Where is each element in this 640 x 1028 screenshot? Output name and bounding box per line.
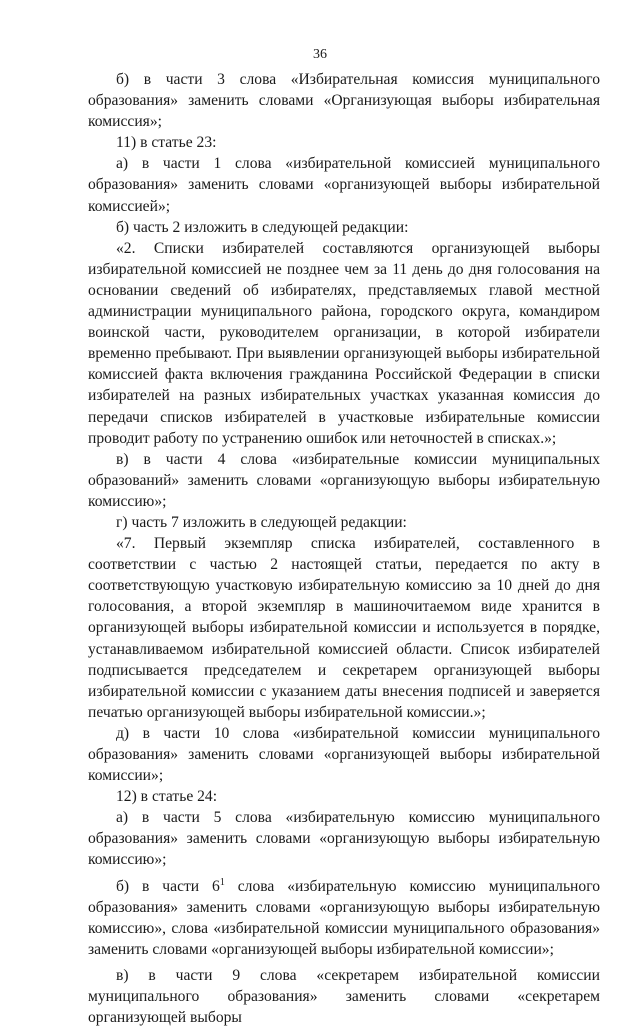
paragraph: 11) в статье 23: (116, 134, 217, 152)
paragraph: а) в части 5 слова «избирательную комиссию муниципального образования» заменить словами «организующую выборы избирательную комиссию»; (88, 809, 600, 869)
paragraph: д) в части 10 слова «избирательной комиссии муниципального образования» заменить словами «организующей выборы избирательной комиссии»; (88, 724, 600, 785)
page-number: 36 (313, 47, 327, 62)
paragraph: б) в части 3 слова «Избирательная комиссия муниципального образования» заменить словами «Организующая выборы избирательная комиссия»; (88, 71, 600, 131)
paragraph: «2. Списки избирателей составляются организующей выборы избирательной комиссией не позднее чем за 11 день до дня голосования на основании сведений об избирателях, представляемых главой местной администрации муниципального района, городского округа, командиром воинской части, руководителем организации, в которой избиратели временно пребывают. При выявлении организующей выборы избирательной комиссией факта включения гражданина Российской Федерации в списки избирателей на разных избирательных участках указанная комиссия до передачи списков избирателей в участковые избирательные комиссии проводит работу по устранению ошибок или неточностей в списках.»; (88, 239, 600, 447)
paragraph: в) в части 4 слова «избирательные комиссии муниципальных образований» заменить словами «организующую выборы избирательную комиссию»; (88, 450, 600, 510)
paragraph-text: слова «избирательную комиссию муниципального образования» заменить словами «организующую выборы избирательную комиссию», слова «избирательной комиссии муниципального образования» заменить словами «организующей выборы избирательной комиссии»; (88, 877, 600, 958)
paragraph: г) часть 7 изложить в следующей редакции: (116, 513, 407, 531)
paragraph-text: б) в части 6 (116, 877, 220, 895)
paragraph: в) в части 9 слова «секретарем избирательной комиссии муниципального образования» заменить словами «секретарем организующей выборы (88, 966, 600, 1027)
paragraph (88, 876, 600, 960)
superscript: 1 (219, 876, 225, 888)
paragraph: 12) в статье 24: (116, 788, 218, 806)
paragraph: б) часть 2 изложить в следующей редакции: (116, 218, 409, 236)
document-body (88, 69, 600, 1028)
paragraph: а) в части 1 слова «избирательной комиссией муниципального образования» заменить словами «организующей выборы избирательной комиссией»; (88, 155, 600, 215)
paragraph: «7. Первый экземпляр списка избирателей, составленного в соответствии с частью 2 настоящей статьи, передается по акту в соответствующую участковую избирательную комиссию за 10 дней до дня голосования, а второй экземпляр в машиночитаемом виде хранится в организующей выборы избирательной комиссии и используется в порядке, устанавливаемом избирательной комиссией области. Список избирателей подписывается председателем и секретарем организующей выборы избирательной комиссии с указанием даты внесения подписей и заверяется печатью организующей выборы избирательной комиссии.»; (88, 535, 600, 721)
